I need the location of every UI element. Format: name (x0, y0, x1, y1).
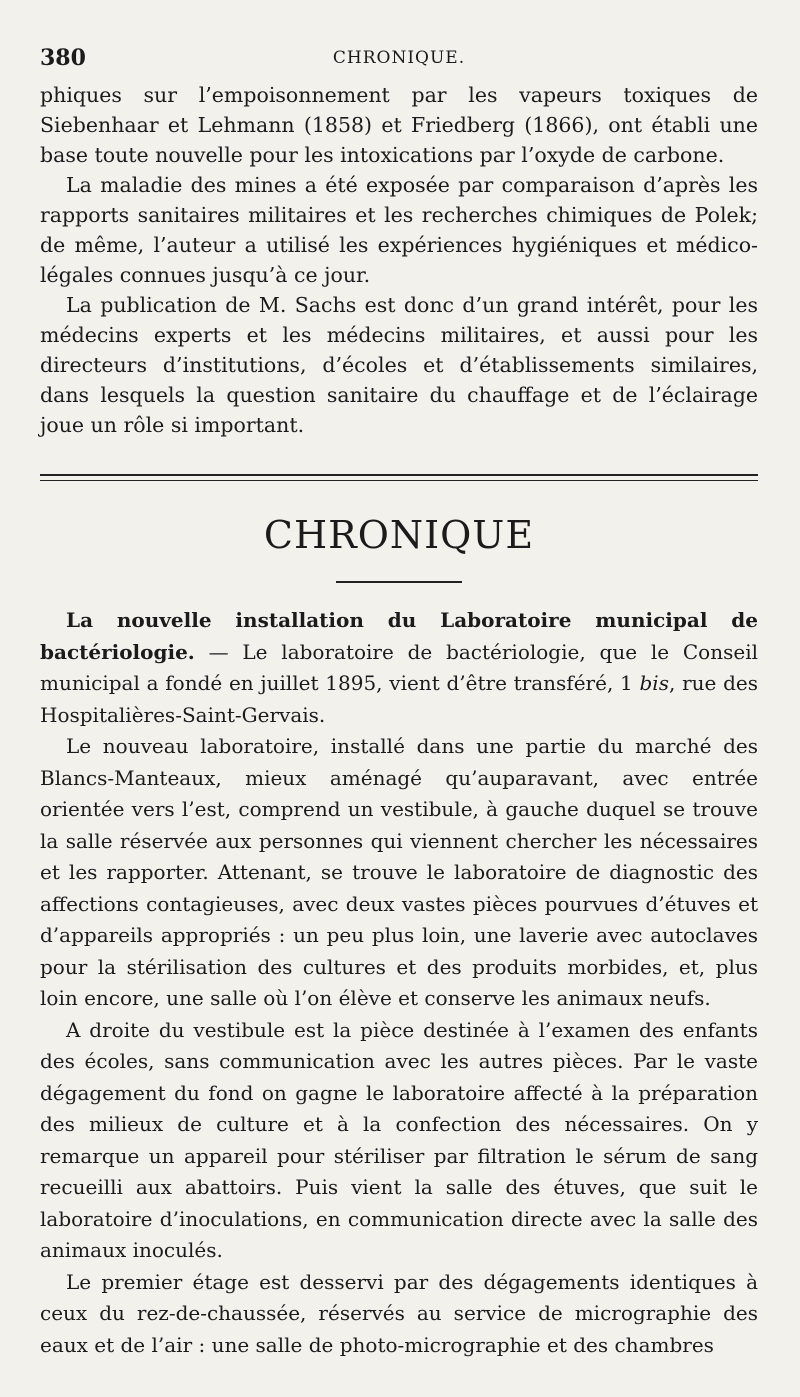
review-paragraph: La maladie des mines a été exposée par comparaison d’après les rapports sanitaires militaires et les recherches chimiques de Polek; de même, l’auteur a utilisé les expériences hygiéniques et médico-légales connues jusqu’à ce jour. (40, 173, 758, 287)
article-lead-text: — Le laboratoire de bactériologie, que le Conseil municipal a fondé en juillet 1895, vient d’être transféré, 1 (40, 639, 758, 695)
article-lead-paragraph (40, 605, 758, 731)
article-paragraph: Le nouveau laboratoire, installé dans une partie du marché des Blancs-Manteaux, mieux aménagé qu’auparavant, avec entrée orientée vers l’est, comprend un vestibule, à gauche duquel se trouve la salle réservée aux personnes qui viennent chercher les nécessaires et les rapporter. Attenant, se trouve le laboratoire de diagnostic des affections contagieuses, avec deux vastes pièces pourvues d’étuves et d’appareils appropriés : un peu plus loin, une laverie avec autoclaves pour la stérilisation des cultures et des produits morbides, et, plus loin encore, une salle où l’on élève et conserve les animaux neufs. (40, 734, 758, 1010)
article (40, 605, 758, 1361)
review-paragraph: phiques sur l’empoisonnement par les vapeurs toxiques de Siebenhaar et Lehmann (1858) et Friedberg (1866), ont établi une base toute nouvelle pour les intoxications par l’oxyde de carbone. (40, 83, 758, 167)
running-title: CHRONIQUE. (332, 48, 466, 68)
running-head (40, 36, 758, 80)
article-paragraph: Le premier étage est desservi par des dégagements identiques à ceux du rez-de-chaussée, réservés au service de micrographie des eaux et de l’air : une salle de photo-micrographie et des chambres (40, 1269, 758, 1357)
title-underline (336, 581, 462, 583)
review-paragraph: La publication de M. Sachs est donc d’un grand intérêt, pour les médecins experts et les médecins militaires, et aussi pour les directeurs d’institutions, d’écoles et d’établissements similaires, dans lesquels la question sanitaire du chauffage et de l’éclairage joue un rôle si important. (40, 293, 758, 437)
article-lead-italic: bis (639, 671, 669, 695)
article-lead-text-end: , rue des Hospitalières-Saint-Gervais. (40, 671, 758, 727)
article-paragraph: A droite du vestibule est la pièce destinée à l’examen des enfants des écoles, sans communication avec les autres pièces. Par le vaste dégagement du fond on gagne le laboratoire affecté à la préparation des milieux de culture et à la confection des nécessaires. On y remarque un appareil pour stériliser par filtration le sérum de sang recueilli aux abattoirs. Puis vient la salle des étuves, que suit le laboratoire d’inoculations, en communication directe avec la salle des animaux inoculés. (40, 1017, 758, 1262)
section-title: CHRONIQUE (263, 513, 535, 557)
page-number: 380 (40, 45, 86, 71)
article-headline: La nouvelle installation du Laboratoire municipal de bactériologie. (40, 608, 758, 664)
section-divider (40, 474, 758, 481)
